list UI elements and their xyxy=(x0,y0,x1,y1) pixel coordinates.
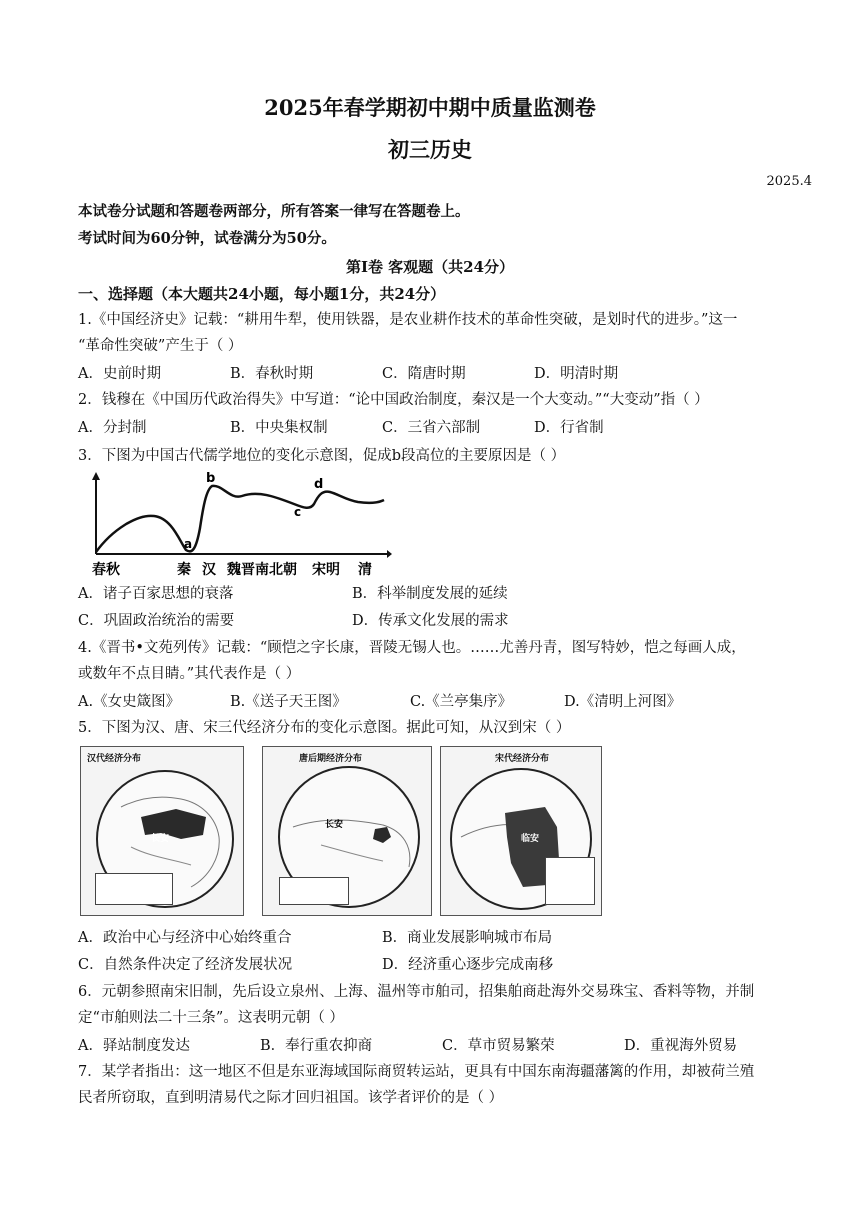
point-label-b: b xyxy=(206,471,216,486)
q5-stem: 5．下图为汉、唐、宋三代经济分布的变化示意图。据此可知，从汉到宋（ ） xyxy=(78,720,571,736)
map-song-legend xyxy=(545,857,595,905)
map-song-city: 临安 xyxy=(521,834,540,844)
map-han-title: 汉代经济分布 xyxy=(87,754,142,764)
confucianism-status-figure xyxy=(82,470,392,582)
q2-option-d: D．行省制 xyxy=(534,420,604,436)
instruction-1: 本试卷分试题和答题卷两部分，所有答案一律写在答题卷上。 xyxy=(78,203,470,220)
map-han-city: 长安 xyxy=(151,834,170,844)
map-tang-city: 长安 xyxy=(325,820,344,830)
map-han xyxy=(80,746,244,916)
y-axis-arrow xyxy=(92,472,100,480)
x-label-chunqiu: 春秋 xyxy=(92,562,120,578)
q4-option-a: A.《女史箴图》 xyxy=(78,694,181,710)
status-curve xyxy=(96,486,384,552)
exam-title: 2025年春学期初中期中质量监测卷 xyxy=(264,95,596,120)
q3-option-a: A．诸子百家思想的衰落 xyxy=(78,586,234,602)
x-label-han: 汉 xyxy=(202,562,216,578)
point-label-d: d xyxy=(314,477,324,492)
q2-stem: 2．钱穆在《中国历代政治得失》中写道：“论中国政治制度，秦汉是一个大变动。”“大变动”指（ ） xyxy=(78,392,709,408)
q6-stem-line1: 6．元朝参照南宋旧制，先后设立泉州、上海、温州等市舶司，招集舶商赴海外交易珠宝、香料等物，并制 xyxy=(78,984,755,1000)
instruction-2: 考试时间为60分钟，试卷满分为50分。 xyxy=(78,230,336,247)
q5-option-b: B．商业发展影响城市布局 xyxy=(382,930,553,946)
q1-option-a: A．史前时期 xyxy=(78,366,161,382)
q1-option-b: B．春秋时期 xyxy=(230,366,314,382)
volume-title: 第Ⅰ卷 客观题（共24分） xyxy=(345,258,515,276)
q7-stem-line1: 7．某学者指出：这一地区不但是东亚海域国际商贸转运站，更具有中国东南海疆藩篱的作用，却被荷兰殖 xyxy=(78,1064,755,1080)
map-tang xyxy=(262,746,432,916)
x-axis-arrow xyxy=(387,550,392,558)
point-label-c: c xyxy=(294,505,302,519)
q3-option-b: B．科举制度发展的延续 xyxy=(352,586,508,602)
map-tang-title: 唐后期经济分布 xyxy=(299,754,363,764)
q7-stem-line2: 民者所窃取，直到明清易代之际才回归祖国。该学者评价的是（ ） xyxy=(78,1090,504,1106)
q6-option-c: C．草市贸易繁荣 xyxy=(442,1038,555,1054)
q6-option-b: B．奉行重农抑商 xyxy=(260,1038,373,1054)
q6-option-a: A．驿站制度发达 xyxy=(78,1038,190,1054)
q4-option-b: B.《送子天王图》 xyxy=(230,694,347,710)
q5-option-c: C．自然条件决定了经济发展状况 xyxy=(78,957,293,973)
q3-stem: 3．下图为中国古代儒学地位的变化示意图，促成b段高位的主要原因是（ ） xyxy=(78,448,566,464)
section-title: 一、选择题（本大题共24小题，每小题1分，共24分） xyxy=(78,285,446,303)
q1-stem-line2: “革命性突破”产生于（ ） xyxy=(78,338,243,354)
q6-option-d: D．重视海外贸易 xyxy=(624,1038,738,1054)
x-label-weijin: 魏晋南北朝 xyxy=(227,562,297,578)
exam-date: 2025.4 xyxy=(766,174,812,189)
x-label-qing: 清 xyxy=(358,562,372,578)
q3-option-d: D．传承文化发展的需求 xyxy=(352,613,509,629)
x-label-qin: 秦 xyxy=(177,562,191,578)
x-label-songming: 宋明 xyxy=(312,562,340,578)
q4-option-c: C.《兰亭集序》 xyxy=(410,694,513,710)
q4-stem-line2: 或数年不点目睛。”其代表作是（ ） xyxy=(78,666,301,682)
q4-stem-line1: 4.《晋书•文苑列传》记载：“顾恺之字长康，晋陵无锡人也。……尤善丹青，图写特妙，恺之每画人成， xyxy=(78,640,746,656)
map-song xyxy=(440,746,602,916)
map-han-legend xyxy=(95,873,173,905)
q2-option-b: B．中央集权制 xyxy=(230,420,328,436)
q3-option-c: C．巩固政治统治的需要 xyxy=(78,613,235,629)
map-tang-legend xyxy=(279,877,349,905)
q2-option-c: C．三省六部制 xyxy=(382,420,481,436)
q5-option-d: D．经济重心逐步完成南移 xyxy=(382,957,554,973)
q2-option-a: A．分封制 xyxy=(78,420,147,436)
q5-option-a: A．政治中心与经济中心始终重合 xyxy=(78,930,292,946)
q1-option-d: D．明清时期 xyxy=(534,366,619,382)
map-song-title: 宋代经济分布 xyxy=(495,754,550,764)
subject-title: 初三历史 xyxy=(388,137,472,162)
q6-stem-line2: 定“市舶则法二十三条”。这表明元朝（ ） xyxy=(78,1010,344,1026)
point-label-a: a xyxy=(184,537,193,551)
q1-option-c: C．隋唐时期 xyxy=(382,366,466,382)
q4-option-d: D.《清明上河图》 xyxy=(564,694,682,710)
q1-stem-line1: 1.《中国经济史》记载：“耕用牛犁，使用铁器，是农业耕作技术的革命性突破，是划时代的进步。”这一 xyxy=(78,312,738,328)
